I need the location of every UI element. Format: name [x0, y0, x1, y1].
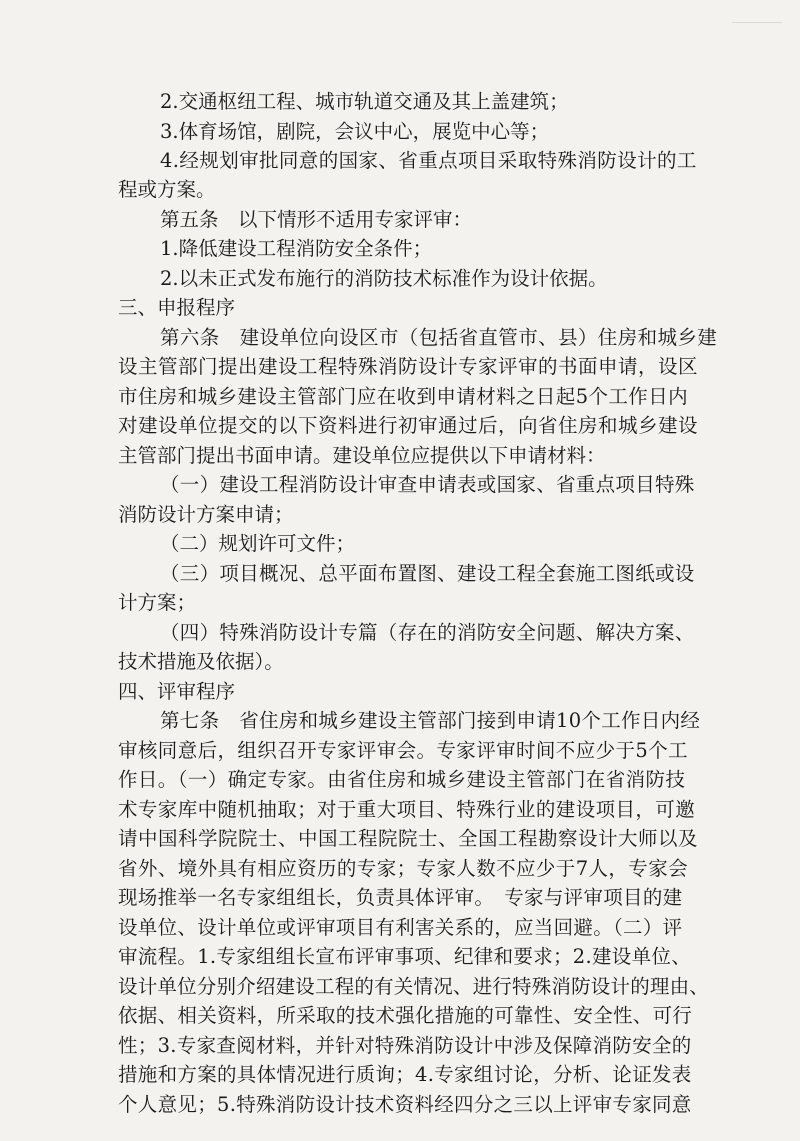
text-line: 2.以未正式发布施行的消防技术标准作为设计依据。	[160, 267, 608, 290]
text-line: （二）规划许可文件；	[160, 532, 356, 555]
section-heading: 四、评审程序	[118, 680, 236, 703]
text-line: 个人意见；5.特殊消防设计技术资料经四分之三以上评审专家同意	[118, 1093, 692, 1116]
section-article: 第七条 省住房和城乡建设主管部门接到申请10个工作日内经	[160, 709, 701, 732]
text-line: 依据、相关资料，所采取的技术强化措施的可靠性、安全性、可行	[118, 1004, 693, 1027]
text-line: 审流程。1.专家组组长宣布评审事项、纪律和要求；2.建设单位、	[118, 945, 692, 968]
text-line: 对建设单位提交的以下资料进行初审通过后，向省住房和城乡建设	[118, 414, 699, 437]
text-line: 程或方案。	[118, 178, 216, 201]
text-line: 现场推举一名专家组组长，负责具体评审。 专家与评审项目的建	[118, 886, 683, 909]
text-line: 作日。（一）确定专家。由省住房和城乡建设主管部门在省消防技	[118, 768, 686, 791]
text-line: （三）项目概况、总平面布置图、建设工程全套施工图纸或设	[160, 562, 695, 585]
text-line: 2.交通枢纽工程、城市轨道交通及其上盖建筑；	[160, 90, 569, 113]
section-article: 第六条 建设单位向设区市（包括省直管市、县）住房和城乡建	[160, 326, 718, 349]
text-line: 省外、境外具有相应资历的专家；专家人数不应少于7人，专家会	[118, 857, 689, 880]
text-line: 审核同意后，组织召开专家评审会。专家评审时间不应少于5个工	[118, 739, 689, 762]
text-line: 技术措施及依据）。	[118, 650, 284, 673]
text-line: 性；3.专家查阅材料，并针对特殊消防设计中涉及保障消防安全的	[118, 1034, 692, 1057]
text-line: 设主管部门提出建设工程特殊消防设计专家评审的书面申请，设区	[118, 355, 699, 378]
text-line: 消防设计方案申请；	[118, 503, 294, 526]
section-article: 第五条 以下情形不适用专家评审：	[160, 208, 473, 231]
text-line: 4.经规划审批同意的国家、省重点项目采取特殊消防设计的工	[160, 149, 697, 172]
text-line: 市住房和城乡建设主管部门应在收到申请材料之日起5个工作日内	[118, 385, 689, 408]
text-line: 计方案；	[118, 591, 197, 614]
text-line: 设计单位分别介绍建设工程的有关情况、进行特殊消防设计的理由、	[118, 975, 710, 998]
scan-edge-mark	[732, 22, 782, 39]
text-line: 措施和方案的具体情况进行质询；4.专家组讨论，分析、论证发表	[118, 1063, 692, 1086]
text-line: （一）建设工程消防设计审查申请表或国家、省重点项目特殊	[160, 473, 695, 496]
text-line: 1.降低建设工程消防安全条件；	[160, 237, 433, 260]
text-line: 请中国科学院院士、中国工程院院士、全国工程勘察设计大师以及	[118, 827, 699, 850]
section-heading: 三、申报程序	[118, 296, 236, 319]
text-line: 设单位、设计单位或评审项目有利害关系的，应当回避。（二）评	[118, 916, 683, 939]
text-line: （四）特殊消防设计专篇（存在的消防安全问题、解决方案、	[160, 621, 695, 644]
text-line: 术专家库中随机抽取；对于重大项目、特殊行业的建设项目，可邀	[118, 798, 696, 821]
text-line: 3.体育场馆，剧院，会议中心，展览中心等；	[160, 120, 550, 143]
text-line: 主管部门提出书面申请。建设单位应提供以下申请材料：	[118, 444, 606, 467]
